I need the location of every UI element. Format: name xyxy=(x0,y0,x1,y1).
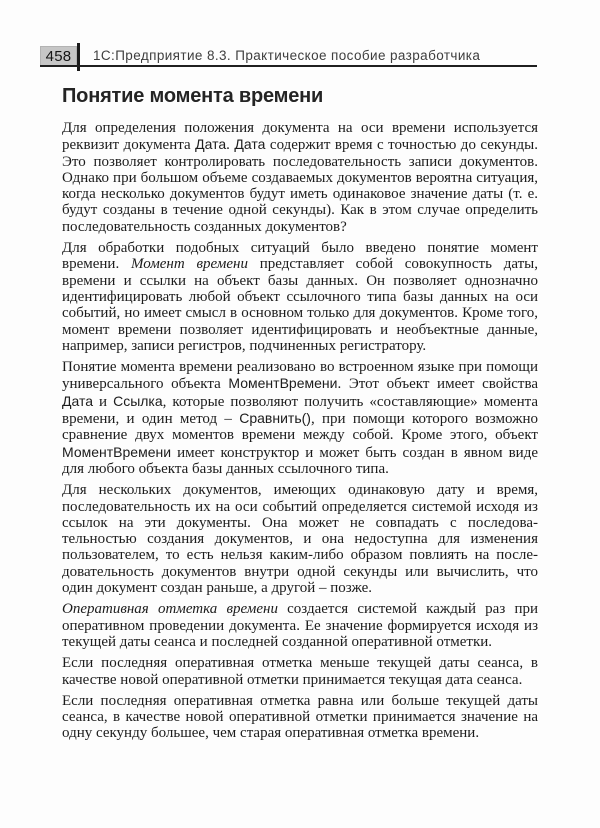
body-text: и xyxy=(93,393,114,410)
body-text: Для обработки подобных ситуаций было введено понятие момент времени. xyxy=(62,240,538,273)
article xyxy=(62,85,538,747)
emphasis-text: Момент времени xyxy=(130,256,248,273)
body-text: Понятие момента времени реализовано во встроенном языке при помощи универсального объекта xyxy=(62,359,538,393)
running-head-title: 1С:Предприятие 8.3. Практическое пособие разработчика xyxy=(93,48,481,63)
code-term: Ссылка xyxy=(113,392,163,409)
body-text: Если последняя оперативная отметка меньше текущей даты сеанса, в качестве новой оперативной отметки принимается текущая дата сеанса. xyxy=(62,655,538,688)
section-title: Понятие момента времени xyxy=(62,85,324,107)
body-text: . Этот объект имеет свойства xyxy=(337,376,538,393)
paragraph xyxy=(62,240,538,354)
code-term: МоментВремени xyxy=(62,443,172,460)
body-text: , которые позволяют получить «составляющие» момента времени, и один метод – xyxy=(62,393,538,428)
body-text: создается системой каждый раз при оперативном проведении документа. Ее значение формируется исходя из текущей даты сеанса и последней созданной оперативной отметки. xyxy=(62,601,538,650)
page-number-box xyxy=(40,46,77,66)
paragraph xyxy=(62,359,538,477)
code-term: Дата xyxy=(62,392,94,409)
paragraph xyxy=(62,482,538,596)
header-rule xyxy=(40,65,537,67)
body-text: представляет собой совокупность даты, времени и ссылки на объект базы данных. Он позволяет однозначно идентифицировать любой объект ссылочного типа базы данных на оси событий, но имеет смысл в основном только для документов. Кроме того, момент времени позволяет идентифицировать и необъектные данные, например, записи регистров, подчиненных регистратору. xyxy=(62,256,539,354)
body-text: . xyxy=(226,137,235,154)
paragraph xyxy=(62,601,538,650)
paragraph xyxy=(62,655,538,688)
page-number: 458 xyxy=(45,48,72,65)
body-text: , при помощи которого возможно сравнение двух моментов времени между собой. Кроме этого, объект xyxy=(62,411,538,444)
paragraph xyxy=(62,693,538,742)
body-text: Для определения положения документа на оси времени используется реквизит документа xyxy=(62,120,538,154)
code-term: Дата xyxy=(234,136,266,153)
article-body xyxy=(62,120,538,742)
code-term: МоментВремени xyxy=(228,375,338,392)
body-text: Для нескольких документов, имеющих одинаковую дату и время, последовательность их на оси событий определяется системой исходя из ссылок на эти документы. Она может не совпадать с последовательностью создания документов, и она недоступна для изменения пользователем, то есть нельзя каким-либо образом повлиять на последовательность документов внутри одной секунды или вычислить, что один документ создан раньше, а другой – позже. xyxy=(62,482,538,597)
body-text: содержит время с точностью до секунды. Это позволяет контролировать последовательность записи документов. Однако при большом объеме создаваемых документов вероятна ситуация, когда несколько документов будут иметь одинаковое значение даты (т. е. будут созданы в течение одной секунды). Как в этом случае определить последовательность созданных документов? xyxy=(62,137,538,235)
body-text: Если последняя оперативная отметка равна или больше текущей даты сеанса, в качестве новой оперативной отметки принимается значение на одну секунду большее, чем старая оперативная отметка времени. xyxy=(62,692,538,742)
emphasis-text: Оперативная отметка времени xyxy=(62,601,278,618)
paragraph xyxy=(62,120,538,235)
body-text: имеет конструктор и может быть создан в явном виде для любого объекта базы данных ссылочного типа. xyxy=(62,444,538,477)
code-term: Сравнить() xyxy=(239,410,311,427)
code-term: Дата xyxy=(195,136,227,153)
